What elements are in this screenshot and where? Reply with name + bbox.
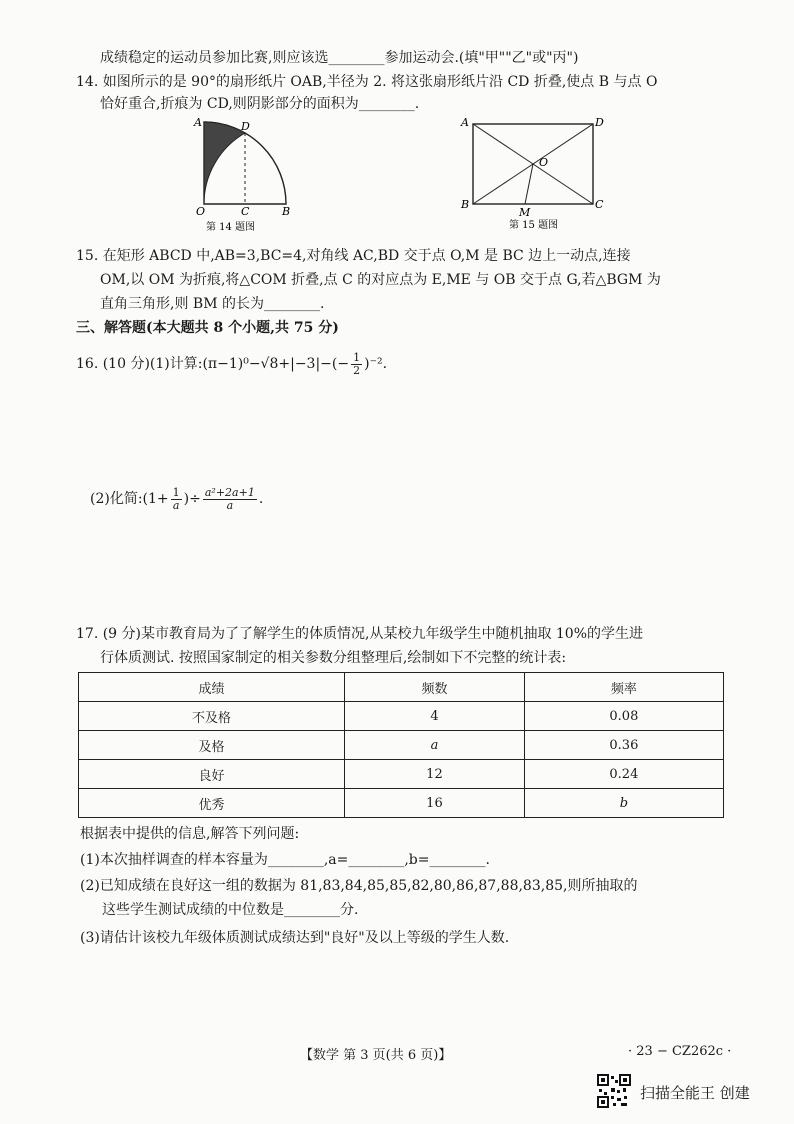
stats-table bbox=[78, 672, 724, 818]
frac-den: 2 bbox=[353, 363, 361, 377]
shaded-region bbox=[204, 122, 245, 204]
scanner-watermark: 扫描全能王 创建 bbox=[640, 1084, 750, 1102]
q13-continuation: 成绩稳定的运动员参加比赛,则应该选________参加运动会.(填"甲""乙"或"丙") bbox=[100, 50, 579, 66]
figure-14 bbox=[188, 112, 298, 232]
q16-part1-text: 16. (10 分)(1)计算:(π−1)⁰−√8+|−3|−(− bbox=[76, 356, 350, 372]
label-m: M bbox=[519, 206, 531, 219]
table-cell: 优秀 bbox=[79, 789, 345, 818]
q17-line1: 17. (9 分)某市教育局为了了解学生的体质情况,从某校九年级学生中随机抽取 10%的学生进 bbox=[76, 626, 644, 642]
q16-part2-mid: )÷ bbox=[183, 491, 201, 507]
q15-line3: 直角三角形,则 BM 的长为________. bbox=[100, 296, 325, 312]
q16-part2-tail: . bbox=[258, 491, 264, 507]
table-cell: 良好 bbox=[79, 760, 345, 789]
table-cell: b bbox=[524, 789, 723, 818]
q17-sub3: (3)请估计该校九年级体质测试成绩达到"良好"及以上等级的学生人数. bbox=[80, 930, 510, 946]
table-cell: 0.08 bbox=[524, 702, 723, 731]
table-row bbox=[79, 702, 724, 731]
q17-line2: 行体质测试. 按照国家制定的相关参数分组整理后,绘制如下不完整的统计表: bbox=[100, 650, 567, 666]
table-cell: 0.36 bbox=[524, 731, 723, 760]
q16-fraction bbox=[351, 352, 362, 377]
label-o: O bbox=[196, 205, 206, 218]
table-cell: 16 bbox=[345, 789, 525, 818]
header-cell: 频数 bbox=[345, 673, 525, 702]
table-cell: 及格 bbox=[79, 731, 345, 760]
table-cell: a bbox=[345, 731, 525, 760]
segment-om bbox=[525, 164, 533, 204]
label-d: D bbox=[595, 116, 604, 129]
q17-sub2-line2: 这些学生测试成绩的中位数是________分. bbox=[102, 902, 359, 918]
header-cell: 频率 bbox=[524, 673, 723, 702]
q14-line2: 恰好重合,折痕为 CD,则阴影部分的面积为________. bbox=[100, 96, 420, 112]
table-cell: 4 bbox=[345, 702, 525, 731]
label-b: B bbox=[282, 205, 291, 218]
q17-sub2-line1: (2)已知成绩在良好这一组的数据为 81,83,84,85,85,82,80,86,87,88,83,85,则所抽取的 bbox=[80, 878, 638, 894]
table-row bbox=[79, 760, 724, 789]
q16-part2 bbox=[90, 484, 263, 514]
frac-num: 1 bbox=[172, 485, 180, 499]
table-cell: 不及格 bbox=[79, 702, 345, 731]
label-d: D bbox=[241, 120, 250, 133]
q16-part1 bbox=[76, 350, 387, 378]
q14-line1: 14. 如图所示的是 90°的扇形纸片 OAB,半径为 2. 将这张扇形纸片沿 CD 折叠,使点 B 与点 O bbox=[76, 74, 658, 90]
table-row bbox=[79, 731, 724, 760]
label-b: B bbox=[461, 198, 470, 211]
frac-den: a bbox=[226, 498, 234, 512]
frac-den: a bbox=[172, 498, 180, 512]
table-cell: 0.24 bbox=[524, 760, 723, 789]
q15-line1: 15. 在矩形 ABCD 中,AB=3,BC=4,对角线 AC,BD 交于点 O,M 是 BC 边上一动点,连接 bbox=[76, 248, 631, 264]
q16-part2-frac1 bbox=[171, 487, 182, 512]
label-a: A bbox=[461, 116, 469, 129]
q17-intro: 根据表中提供的信息,解答下列问题: bbox=[80, 826, 300, 842]
section-3-heading: 三、解答题(本大题共 8 个小题,共 75 分) bbox=[76, 320, 339, 336]
footer-page-info: 【数学 第 3 页(共 6 页)】 bbox=[300, 1048, 452, 1063]
label-c: C bbox=[241, 205, 250, 218]
q15-line2: OM,以 OM 为折痕,将△COM 折叠,点 C 的对应点为 E,ME 与 OB 交于点 G,若△BGM 为 bbox=[100, 272, 661, 288]
table-cell: 12 bbox=[345, 760, 525, 789]
q16-part2-prefix: (2)化简:(1+ bbox=[90, 491, 169, 507]
frac-num: a²+2a+1 bbox=[204, 485, 255, 499]
qr-code-icon bbox=[597, 1074, 631, 1108]
label-o: O bbox=[539, 156, 549, 169]
table-header-row bbox=[79, 673, 724, 702]
q16-part1-tail: )⁻². bbox=[364, 356, 388, 372]
label-a: A bbox=[194, 116, 202, 129]
fig14-caption: 第 14 题图 bbox=[206, 222, 256, 232]
fig15-caption: 第 15 题图 bbox=[509, 220, 559, 231]
table-row bbox=[79, 789, 724, 818]
q17-sub1: (1)本次抽样调查的样本容量为________,a=________,b=________. bbox=[80, 852, 490, 868]
frac-num: 1 bbox=[353, 350, 361, 364]
q16-part2-frac2 bbox=[203, 487, 257, 512]
label-c: C bbox=[595, 198, 604, 211]
header-cell: 成绩 bbox=[79, 673, 345, 702]
footer-code: · 23 − CZ262c · bbox=[628, 1044, 732, 1059]
figure-15 bbox=[455, 112, 615, 232]
